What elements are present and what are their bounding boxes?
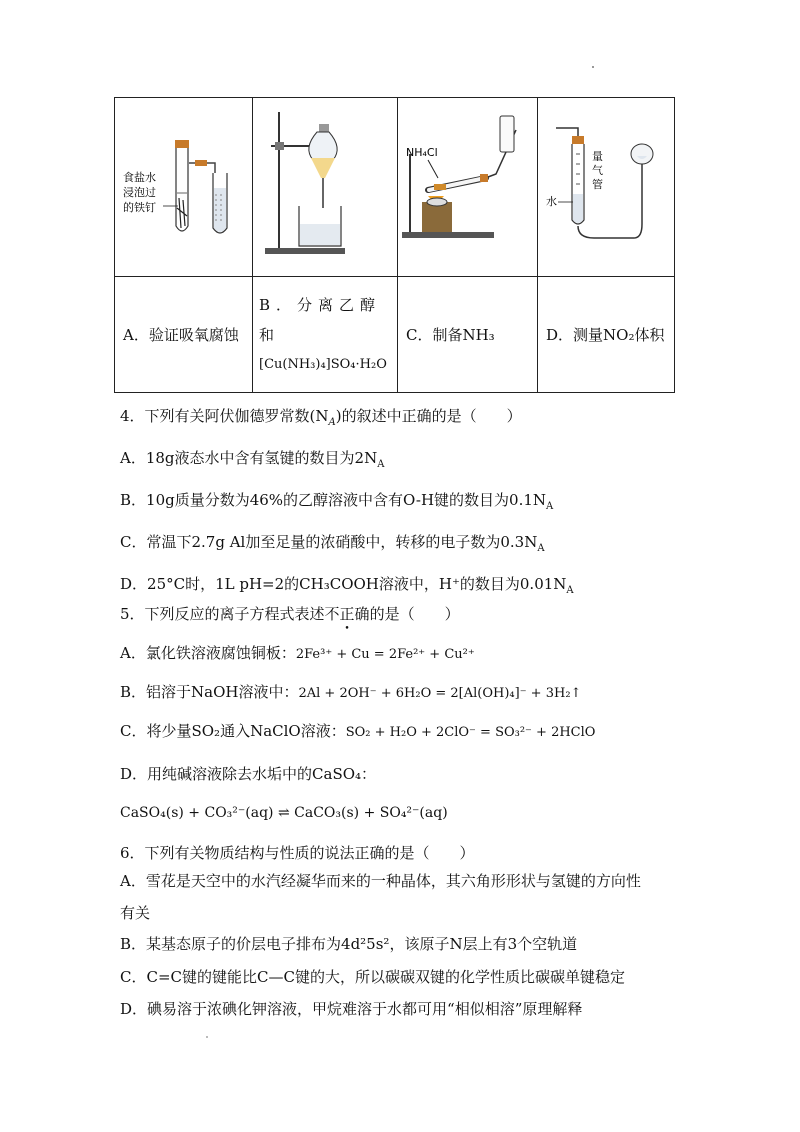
q6-option-b: B．某基态原子的价层电子排布为4d²5s²，该原子N层上有3个空轨道 bbox=[120, 935, 578, 953]
caption-a: A．验证吸氧腐蚀 bbox=[115, 277, 253, 393]
q6-stem: 6．下列有关物质结构与性质的说法正确的是（ ） bbox=[120, 844, 475, 862]
caption-d: D．测量NO₂体积 bbox=[538, 277, 675, 393]
q5-option-d-equation: CaSO₄(s) + CO₃²⁻(aq) ⇌ CaCO₃(s) + SO₄²⁻(aq) bbox=[120, 805, 448, 821]
q4-option-a: A．18g液态水中含有氢键的数目为$2N_A$ bbox=[120, 449, 385, 470]
q6-option-d: D．碘易溶于浓碘化钾溶液，甲烷难溶于水都可用“相似相溶”原理解释 bbox=[120, 1000, 583, 1018]
q6-option-a-line1: A．雪花是天空中的水汽经凝华而来的一种晶体，其六角形形状与氢键的方向性 bbox=[120, 872, 641, 890]
apparatus-d-label-water: 水 bbox=[546, 195, 557, 208]
q5-stem: 5．下列反应的离子方程式表述不正确的是（ ） bbox=[120, 605, 460, 623]
q5-option-b: B．铝溶于NaOH溶液中：2Al + 2OH⁻ + 6H₂O = 2[Al(OH)₄]⁻ + 3H₂↑ bbox=[120, 683, 582, 701]
caption-b-line2: [Cu(NH₃)₄]SO₄·H₂O bbox=[259, 356, 387, 372]
apparatus-a-label-1: 食盐水 bbox=[123, 171, 156, 184]
apparatus-table bbox=[114, 97, 675, 393]
q6-option-a-line2: 有关 bbox=[120, 904, 151, 922]
apparatus-a-label-3: 的铁钉 bbox=[123, 201, 156, 214]
apparatus-d-image bbox=[538, 98, 675, 277]
apparatus-a-image bbox=[115, 98, 253, 277]
q5-option-d: D．用纯碱溶液除去水垢中的CaSO₄： bbox=[120, 765, 377, 783]
caption-b-line1: B．分离乙醇和 bbox=[259, 295, 382, 344]
q5-emphasis: 不正确 bbox=[324, 605, 370, 623]
apparatus-d-label-tube-3: 管 bbox=[592, 178, 603, 191]
apparatus-d-label-tube-2: 气 bbox=[592, 164, 603, 177]
caption-c: C．制备NH₃ bbox=[398, 277, 538, 393]
caption-b bbox=[253, 277, 398, 393]
page-dot-bottom bbox=[206, 1036, 208, 1038]
apparatus-b-image bbox=[253, 98, 398, 277]
apparatus-d-label-tube-1: 量 bbox=[592, 150, 603, 163]
q5-option-c: C．将少量SO₂通入NaClO溶液：SO₂ + H₂O + 2ClO⁻ = SO₃²⁻ + 2HClO bbox=[120, 722, 596, 740]
page-dot bbox=[592, 66, 594, 68]
q4-option-b: B．10g质量分数为46%的乙醇溶液中含有O-H键的数目为$0.1N_A$ bbox=[120, 491, 554, 512]
apparatus-c-label: NH₄Cl bbox=[406, 146, 438, 159]
apparatus-a-label-2: 浸泡过 bbox=[123, 186, 156, 199]
apparatus-c-image bbox=[398, 98, 538, 277]
q4-stem: 4．下列有关阿伏伽德罗常数$(N_A)$的叙述中正确的是（ ） bbox=[120, 407, 522, 428]
q4-option-c: C．常温下2.7g Al加至足量的浓硝酸中，转移的电子数为$0.3N_A$ bbox=[120, 533, 545, 554]
q4-option-d: D．25°C时，1L pH=2的CH₃COOH溶液中，H⁺的数目为$0.01N_A$ bbox=[120, 575, 574, 596]
q6-option-c: C．C=C键的键能比C—C键的大，所以碳碳双键的化学性质比碳碳单键稳定 bbox=[120, 968, 625, 986]
q5-option-a: A．氯化铁溶液腐蚀铜板：2Fe³⁺ + Cu = 2Fe²⁺ + Cu²⁺ bbox=[120, 644, 475, 662]
